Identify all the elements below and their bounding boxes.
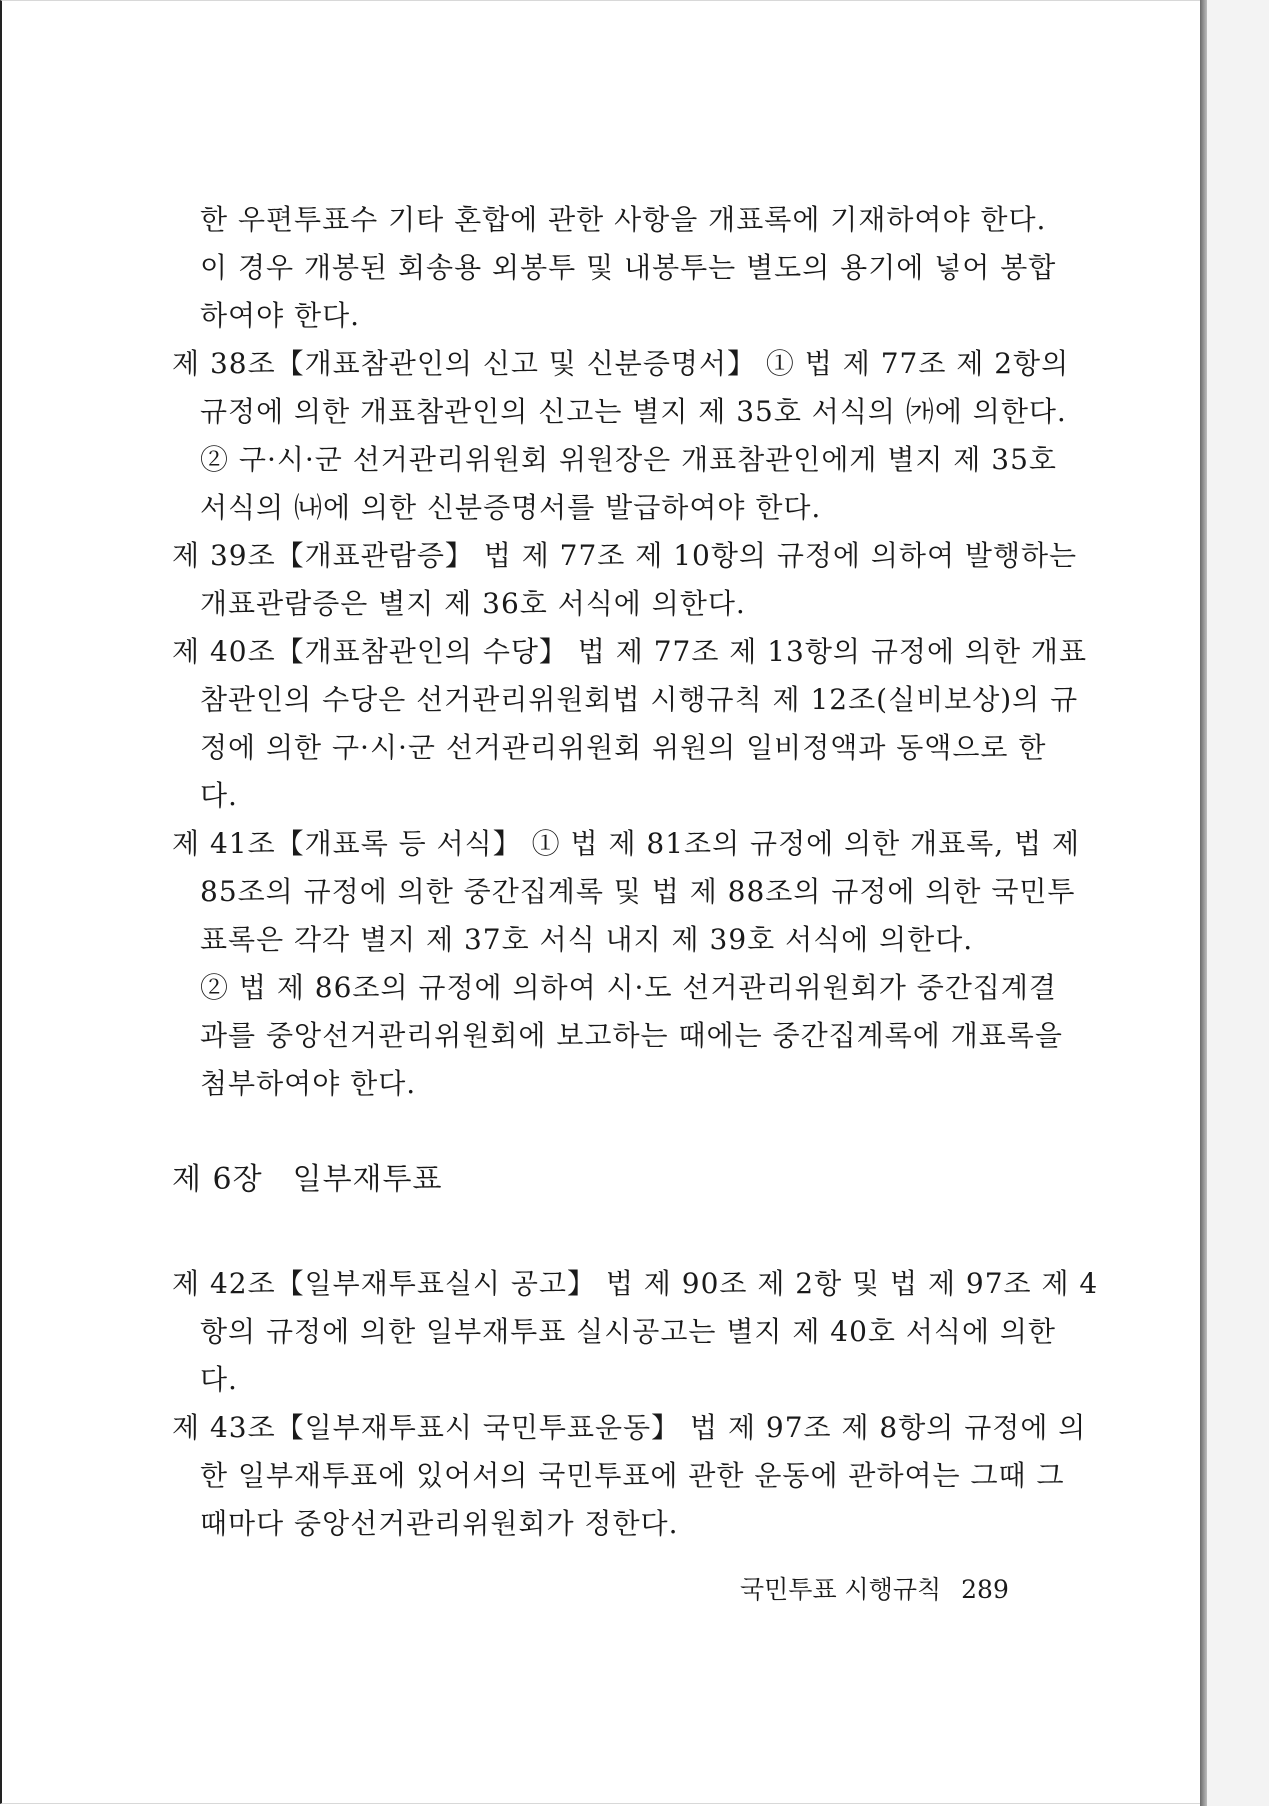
article-38 [172, 340, 1070, 532]
text-line: 한 우편투표수 기타 혼합에 관한 사항을 개표록에 기재하여야 한다. [200, 203, 1047, 236]
text-line: 과를 중앙선거관리위원회에 보고하는 때에는 중간집계록에 개표록을 [200, 1019, 1063, 1052]
text-line: ② 구·시·군 선거관리위원회 위원장은 개표참관인에게 별지 제 35호 [200, 443, 1057, 476]
page-number: 289 [961, 1575, 1009, 1604]
text-line: 참관인의 수당은 선거관리위원회법 시행규칙 제 12조(실비보상)의 규 [200, 683, 1079, 716]
article-heading-line: 제 39조【개표관람증】 법 제 77조 제 10항의 규정에 의하여 발행하는 [172, 539, 1078, 572]
text-line: 개표관람증은 별지 제 36호 서식에 의한다. [200, 587, 746, 620]
text-line: 정에 의한 구·시·군 선거관리위원회 위원의 일비정액과 동액으로 한 [200, 731, 1047, 764]
chapter-heading [172, 1156, 1042, 1204]
text-line: 때마다 중앙선거관리위원회가 정한다. [200, 1507, 679, 1540]
text-line: 하여야 한다. [200, 299, 361, 332]
article-42 [172, 1260, 1099, 1404]
text-line: 표록은 각각 별지 제 37호 서식 내지 제 39호 서식에 의한다. [200, 923, 974, 956]
article-43 [172, 1404, 1087, 1548]
page-edge-shadow [1200, 0, 1207, 1806]
running-title: 국민투표 시행규칙 [740, 1575, 942, 1604]
text-line: 첨부하여야 한다. [200, 1067, 417, 1100]
article-heading-line: 제 43조【일부재투표시 국민투표운동】 법 제 97조 제 8항의 규정에 의 [172, 1411, 1087, 1444]
article-37-continuation [172, 196, 1057, 340]
article-heading-line: 제 40조【개표참관인의 수당】 법 제 77조 제 13항의 규정에 의한 개표 [172, 635, 1087, 668]
article-39 [172, 532, 1078, 628]
text-line: 항의 규정에 의한 일부재투표 실시공고는 별지 제 40호 서식에 의한 [200, 1315, 1056, 1348]
text-line: ② 법 제 86조의 규정에 의하여 시·도 선거관리위원회가 중간집계결 [200, 971, 1057, 1004]
text-line: 규정에 의한 개표참관인의 신고는 별지 제 35호 서식의 ㈎에 의한다. [200, 395, 1067, 428]
article-heading-line: 제 38조【개표참관인의 신고 및 신분증명서】 ① 법 제 77조 제 2항의 [172, 347, 1070, 380]
chapter-number: 제 6장 [172, 1162, 263, 1197]
text-line: 다. [200, 779, 238, 812]
chapter-title: 일부재투표 [292, 1162, 443, 1197]
article-heading-line: 제 41조【개표록 등 서식】 ① 법 제 81조의 규정에 의한 개표록, 법 제 [172, 827, 1081, 860]
article-heading-line: 제 42조【일부재투표실시 공고】 법 제 90조 제 2항 및 법 제 97조 제 4 [172, 1267, 1099, 1300]
text-line: 한 일부재투표에 있어서의 국민투표에 관한 운동에 관하여는 그때 그 [200, 1459, 1065, 1492]
viewer-gutter [1207, 0, 1269, 1806]
text-line: 이 경우 개봉된 회송용 외봉투 및 내봉투는 별도의 용기에 넣어 봉합 [200, 251, 1057, 284]
text-line: 서식의 ㈏에 의한 신분증명서를 발급하여야 한다. [200, 491, 822, 524]
article-41 [172, 820, 1081, 1108]
page-footer [740, 1570, 1020, 1610]
text-line: 85조의 규정에 의한 중간집계록 및 법 제 88조의 규정에 의한 국민투 [200, 875, 1076, 908]
document-body [172, 196, 1099, 1548]
article-40 [172, 628, 1087, 820]
text-line: 다. [200, 1363, 238, 1396]
